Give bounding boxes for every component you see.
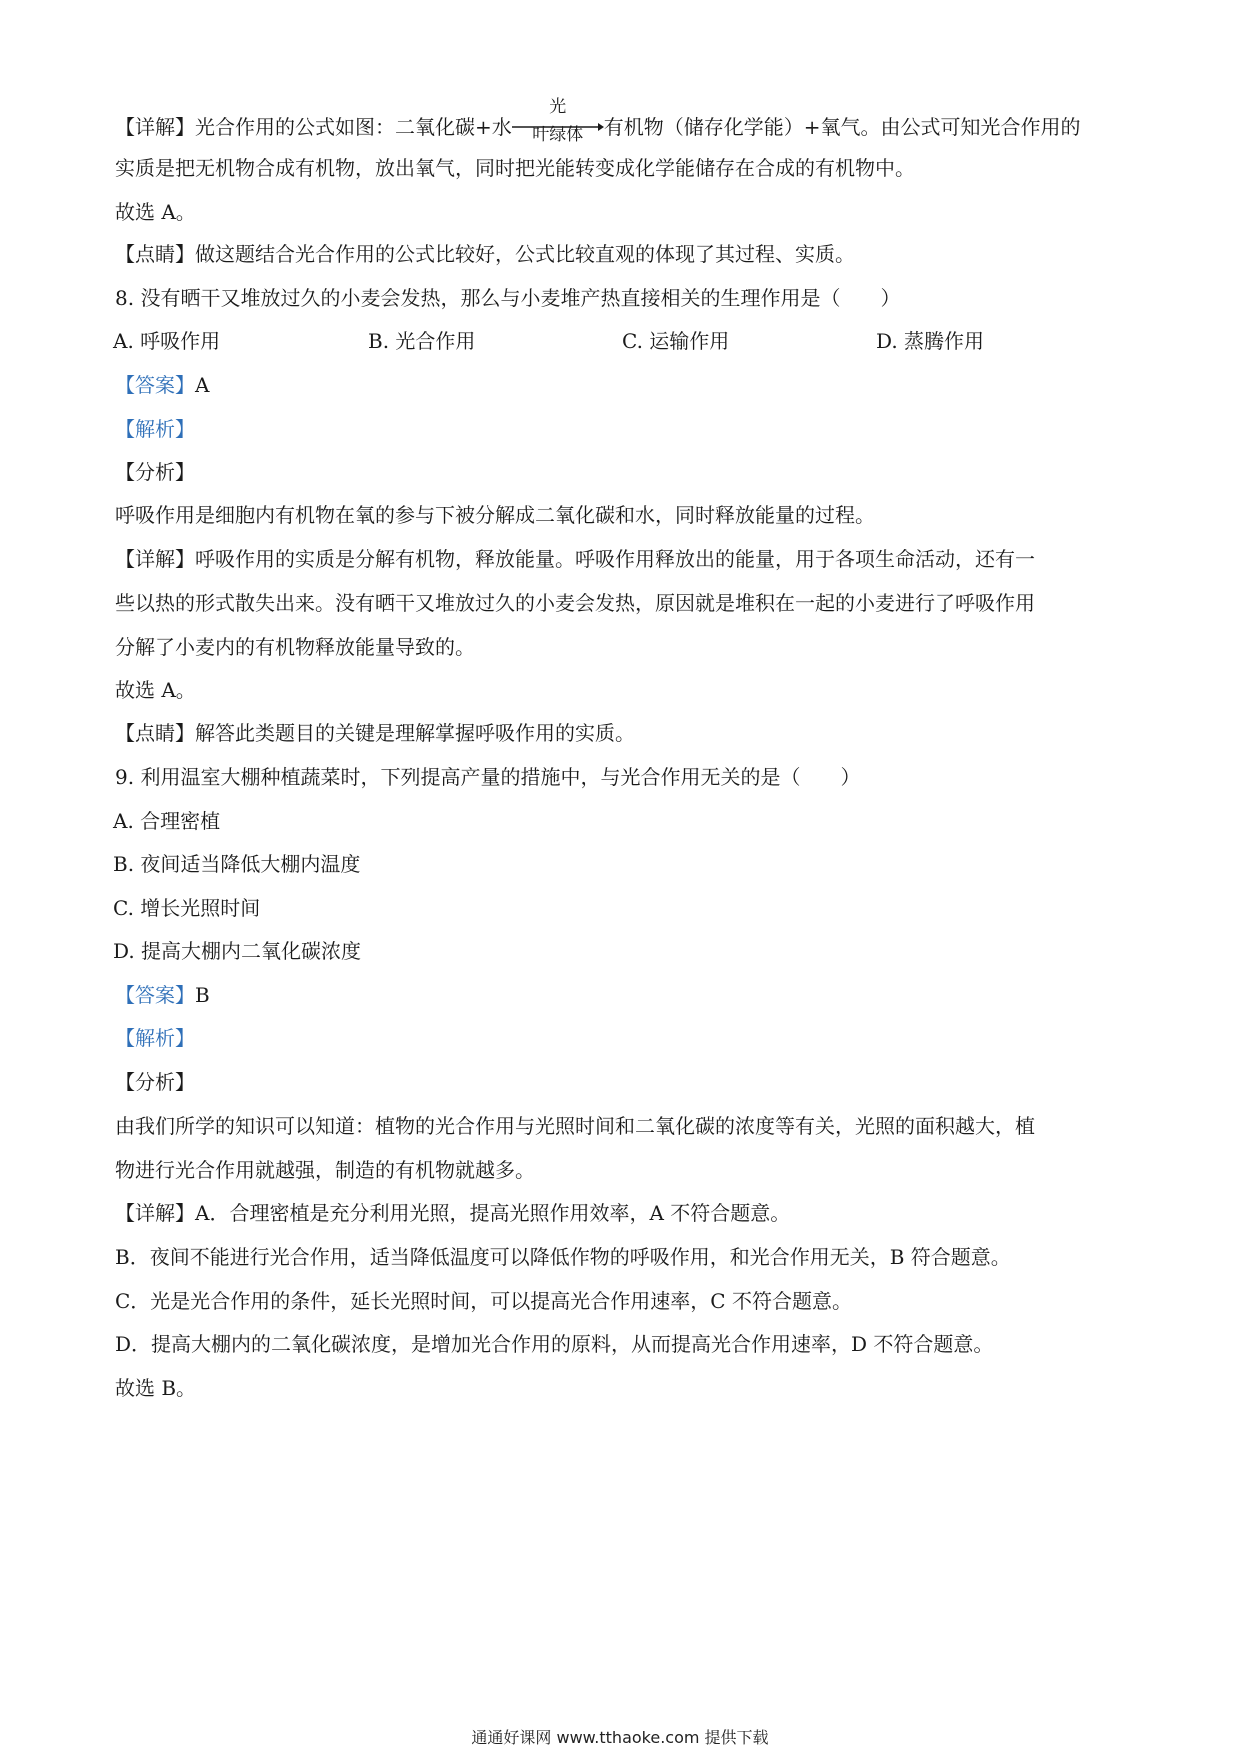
detail-tag: 【详解】 xyxy=(115,115,195,139)
q9-analysis-line-1: 由我们所学的知识可以知道：植物的光合作用与光照时间和二氧化碳的浓度等有关，光照的面积越大，植 xyxy=(115,1114,1035,1138)
q9-detail-line-2: B．夜间不能进行光合作用，适当降低温度可以降低作物的呼吸作用，和光合作用无关，B 符合题意。 xyxy=(115,1245,1011,1269)
q9-choice: 故选 B。 xyxy=(115,1376,197,1400)
question-9: 9. 利用温室大棚种植蔬菜时，下列提高产量的措施中，与光合作用无关的是（ ） xyxy=(115,765,861,789)
answer-value: B xyxy=(195,983,210,1007)
q8-detail-line-3: 分解了小麦内的有机物释放能量导致的。 xyxy=(115,635,475,659)
q8-answer xyxy=(115,372,209,398)
q8-option-d: D. 蒸腾作用 xyxy=(876,329,985,353)
formula-condition-top: 光 xyxy=(549,97,567,117)
q9-detail-line-1: 【详解】A．合理密植是充分利用光照，提高光照作用效率，A 不符合题意。 xyxy=(115,1201,791,1225)
q9-option-d: D. 提高大棚内二氧化碳浓度 xyxy=(113,939,362,963)
answer-tag: 【答案】 xyxy=(115,983,195,1007)
q8-analysis: 呼吸作用是细胞内有机物在氧的参与下被分解成二氧化碳和水，同时释放能量的过程。 xyxy=(115,503,875,527)
page-footer: 通通好课网 www.tthaoke.com 提供下载 xyxy=(471,1728,769,1747)
answer-value: A xyxy=(195,373,210,397)
choice-line: 故选 A。 xyxy=(115,200,196,224)
comment-line: 【点睛】做这题结合光合作用的公式比较好，公式比较直观的体现了其过程、实质。 xyxy=(115,242,855,266)
q8-detail-line-2: 些以热的形式散失出来。没有晒干又堆放过久的小麦会发热，原因就是堆积在一起的小麦进行了呼吸作用 xyxy=(115,591,1035,615)
question-8: 8. 没有晒干又堆放过久的小麦会发热，那么与小麦堆产热直接相关的生理作用是（ ） xyxy=(115,286,901,310)
q8-fenxi-tag: 【分析】 xyxy=(115,460,195,484)
formula-prefix: 光合作用的公式如图：二氧化碳+水 xyxy=(195,115,512,139)
detail-line-2: 实质是把无机物合成有机物，放出氧气，同时把光能转变成化学能储存在合成的有机物中。 xyxy=(115,156,915,180)
q8-comment: 【点睛】解答此类题目的关键是理解掌握呼吸作用的实质。 xyxy=(115,721,635,745)
q9-option-b: B. 夜间适当降低大棚内温度 xyxy=(113,852,361,876)
q9-jiexi-tag: 【解析】 xyxy=(115,1026,195,1050)
q9-analysis-line-2: 物进行光合作用就越强，制造的有机物就越多。 xyxy=(115,1158,535,1182)
q8-option-a: A. 呼吸作用 xyxy=(113,329,221,353)
q9-fenxi-tag: 【分析】 xyxy=(115,1070,195,1094)
q8-jiexi-tag: 【解析】 xyxy=(115,417,195,441)
q8-detail-line-1: 【详解】呼吸作用的实质是分解有机物，释放能量。呼吸作用释放出的能量，用于各项生命活动，还有一 xyxy=(115,547,1035,571)
q9-option-a: A. 合理密植 xyxy=(113,809,221,833)
formula-suffix: 有机物（储存化学能）+氧气。由公式可知光合作用的 xyxy=(603,115,1081,139)
formula-arrow xyxy=(512,97,604,145)
q9-detail-line-3: C．光是光合作用的条件，延长光照时间，可以提高光合作用速率，C 不符合题意。 xyxy=(115,1289,852,1313)
answer-tag: 【答案】 xyxy=(115,373,195,397)
q9-detail-line-4: D．提高大棚内的二氧化碳浓度，是增加光合作用的原料，从而提高光合作用速率，D 不符合题意。 xyxy=(115,1332,994,1356)
q8-option-b: B. 光合作用 xyxy=(368,329,476,353)
formula-condition-bottom: 叶绿体 xyxy=(532,125,584,145)
detail-formula-line xyxy=(115,97,1081,145)
q8-choice: 故选 A。 xyxy=(115,678,196,702)
q9-answer xyxy=(115,982,210,1008)
q9-option-c: C. 增长光照时间 xyxy=(113,896,261,920)
q8-option-c: C. 运输作用 xyxy=(622,329,730,353)
